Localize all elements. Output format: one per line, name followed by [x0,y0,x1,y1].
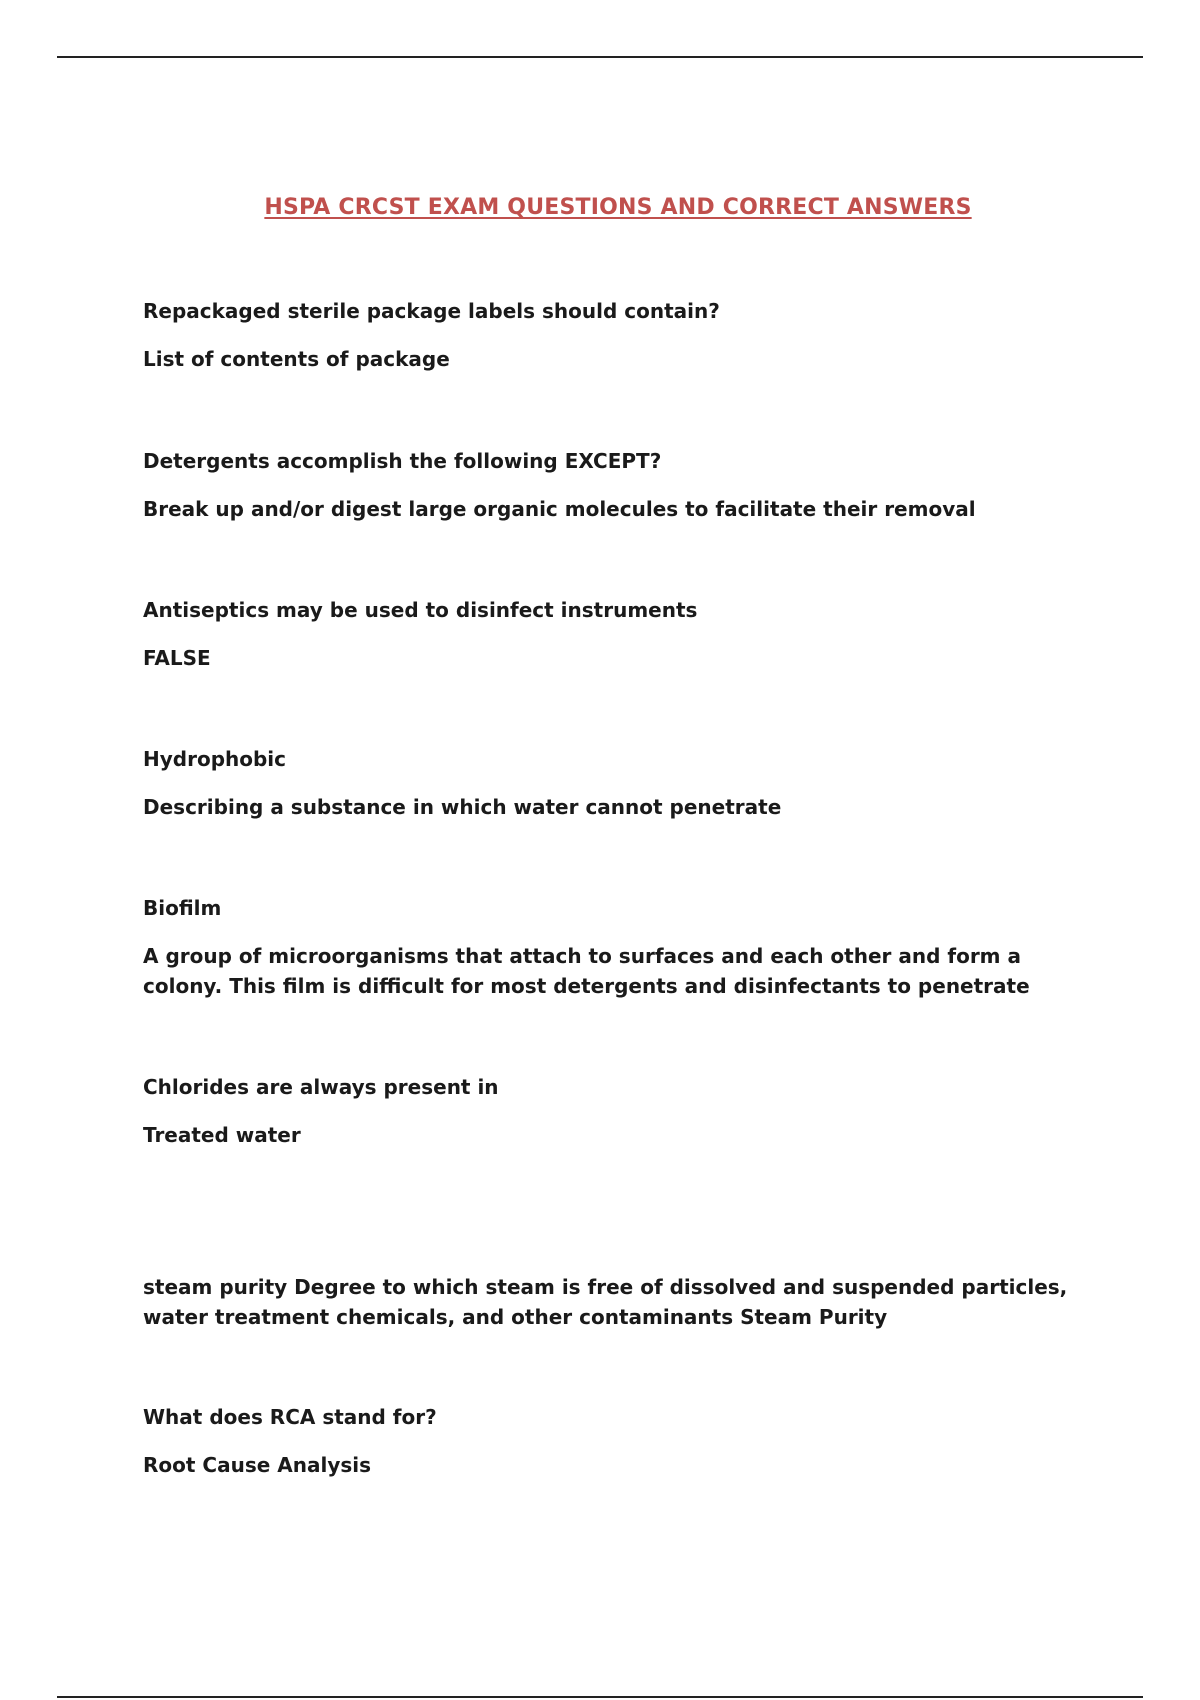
answer-text: FALSE [143,646,211,670]
answer-text: List of contents of package [143,347,450,371]
question-text: Hydrophobic [143,747,287,771]
qa-item-7 [143,1272,1103,1332]
qa-item-4 [143,744,1103,822]
answer-text: Break up and/or digest large organic molecules to facilitate their removal [143,497,976,521]
answer-text: Treated water [143,1123,301,1147]
qa-item-2 [143,446,1103,524]
qa-item-1 [143,296,1103,374]
question-text: Repackaged sterile package labels should contain? [143,299,720,323]
question-text: Biofilm [143,896,222,920]
qa-item-5 [143,893,1103,1001]
combined-text: steam purity Degree to which steam is free of dissolved and suspended particles, water treatment chemicals, and other contaminants Steam Purity [143,1275,1068,1329]
document-title: HSPA CRCST EXAM QUESTIONS AND CORRECT ANSWERS [264,195,972,220]
qa-item-6 [143,1072,1103,1150]
question-text: Antiseptics may be used to disinfect instruments [143,598,698,622]
question-text: What does RCA stand for? [143,1405,437,1429]
answer-text: A group of microorganisms that attach to surfaces and each other and form a colony. This film is difficult for most detergents and disinfectants to penetrate [143,944,1030,998]
qa-item-3 [143,595,1103,673]
bottom-rule [57,1696,1143,1698]
question-text: Chlorides are always present in [143,1075,499,1099]
answer-text: Root Cause Analysis [143,1453,372,1477]
top-rule [57,56,1143,58]
question-text: Detergents accomplish the following EXCEPT? [143,449,662,473]
answer-text: Describing a substance in which water cannot penetrate [143,795,782,819]
qa-item-8 [143,1402,1103,1480]
